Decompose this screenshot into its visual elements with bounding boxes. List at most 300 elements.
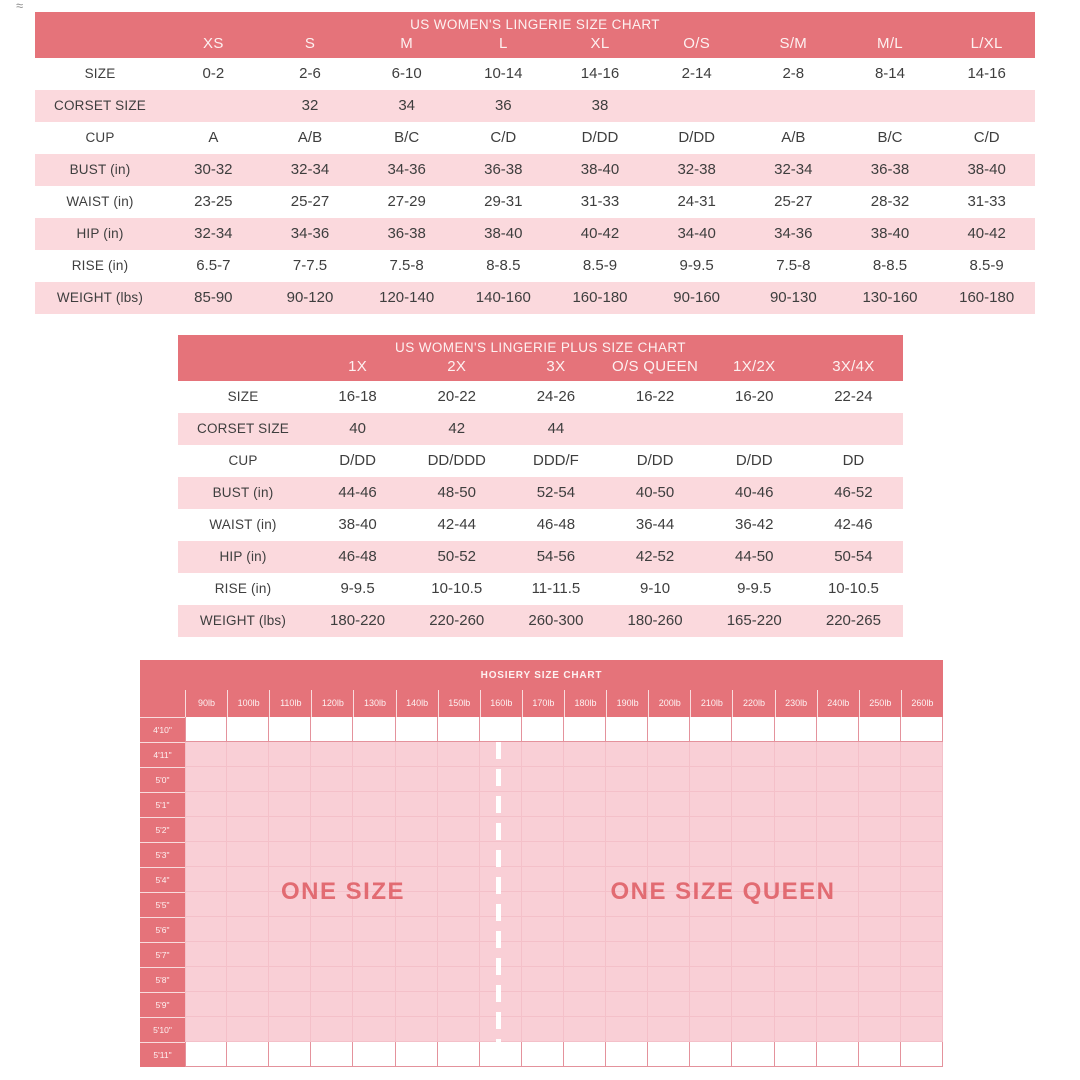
hosiery-cell <box>690 767 732 792</box>
hosiery-cell <box>690 792 732 817</box>
size-cell: 36 <box>494 97 512 114</box>
table-row <box>178 573 903 605</box>
hosiery-cell <box>564 1042 606 1067</box>
hosiery-cell <box>732 967 774 992</box>
size-cell: 9-9.5 <box>679 257 714 274</box>
hosiery-cell <box>269 1042 311 1067</box>
hosiery-cell <box>732 742 774 767</box>
hosiery-cell <box>269 917 311 942</box>
hosiery-cell <box>311 992 353 1017</box>
hosiery-cell <box>606 792 648 817</box>
size-cell: 25-27 <box>290 193 330 210</box>
hosiery-cell <box>775 967 817 992</box>
table-row <box>35 154 1035 186</box>
weight-column-header: 210lb <box>690 690 732 717</box>
hosiery-cell <box>775 842 817 867</box>
hosiery-cell <box>522 742 564 767</box>
row-label: SIZE <box>84 66 116 81</box>
size-cell: 6-10 <box>391 65 422 82</box>
hosiery-cell <box>564 742 606 767</box>
hosiery-cell <box>269 817 311 842</box>
hosiery-cell <box>775 767 817 792</box>
corner-mark: ≈ <box>16 0 24 13</box>
size-cell <box>745 90 842 122</box>
hosiery-cell <box>311 767 353 792</box>
size-cell: 32 <box>301 97 319 114</box>
hosiery-cell <box>311 1017 353 1042</box>
hosiery-cell <box>564 992 606 1017</box>
hosiery-cell <box>522 892 564 917</box>
size-region-divider <box>496 742 501 1042</box>
hosiery-cell <box>817 967 859 992</box>
size-cell: 180-260 <box>627 612 683 629</box>
size-column-header: O/S QUEEN <box>612 358 699 375</box>
hosiery-grid <box>140 717 943 1067</box>
row-label: WEIGHT (lbs) <box>56 290 144 305</box>
size-cell: 24-31 <box>677 193 716 210</box>
hosiery-cell <box>269 942 311 967</box>
hosiery-cell <box>353 742 395 767</box>
height-row-label: 5'1" <box>140 792 185 817</box>
row-label: CUP <box>85 130 115 145</box>
height-row-label: 5'0" <box>140 767 185 792</box>
hosiery-cell <box>901 992 943 1017</box>
hosiery-cell <box>522 1042 564 1067</box>
hosiery-cell <box>775 817 817 842</box>
hosiery-cell <box>353 1017 395 1042</box>
hosiery-cell <box>438 767 480 792</box>
weight-column-header: 90lb <box>185 690 227 717</box>
height-row-label: 5'11" <box>140 1042 185 1067</box>
hosiery-cell <box>564 792 606 817</box>
size-cell: 90-130 <box>769 289 817 306</box>
hosiery-cell <box>901 942 943 967</box>
hosiery-cell <box>311 717 353 742</box>
hosiery-cell <box>185 992 227 1017</box>
hosiery-cell <box>522 792 564 817</box>
hosiery-cell <box>732 767 774 792</box>
size-cell: 42 <box>448 420 466 437</box>
size-column-header: O/S <box>683 35 711 52</box>
hosiery-cell <box>606 1042 648 1067</box>
one-size-queen-label: ONE SIZE QUEEN <box>610 878 836 905</box>
hosiery-cell <box>817 717 859 742</box>
hosiery-cell <box>690 992 732 1017</box>
size-cell: D/DD <box>581 129 619 146</box>
size-cell: C/D <box>490 129 517 146</box>
hosiery-cell <box>396 767 438 792</box>
size-cell: DD <box>842 452 865 469</box>
hosiery-cell <box>901 817 943 842</box>
size-cell: B/C <box>877 129 903 146</box>
hosiery-cell <box>227 917 269 942</box>
height-row-label: 5'8" <box>140 967 185 992</box>
hosiery-cell <box>227 742 269 767</box>
size-cell: 16-22 <box>635 388 675 405</box>
hosiery-cell <box>606 742 648 767</box>
size-cell: 30-32 <box>194 161 233 178</box>
hosiery-cell <box>269 992 311 1017</box>
hosiery-cell <box>690 717 732 742</box>
size-cell: 220-265 <box>825 612 881 629</box>
hosiery-cell <box>185 817 227 842</box>
hosiery-cell <box>648 742 690 767</box>
size-cell: 90-120 <box>286 289 334 306</box>
size-cell: 7-7.5 <box>292 257 328 274</box>
hosiery-row <box>140 767 943 792</box>
hosiery-cell <box>438 892 480 917</box>
hosiery-cell <box>859 942 901 967</box>
hosiery-cell <box>606 917 648 942</box>
size-cell: 20-22 <box>437 388 476 405</box>
size-cell: D/DD <box>339 452 376 469</box>
weight-column-header: 230lb <box>775 690 817 717</box>
hosiery-cell <box>438 717 480 742</box>
size-cell: 160-180 <box>572 289 628 306</box>
hosiery-cell <box>353 717 395 742</box>
hosiery-cell <box>185 892 227 917</box>
size-cell: 220-260 <box>429 612 485 629</box>
size-cell: C/D <box>973 129 1000 146</box>
hosiery-row <box>140 1042 943 1067</box>
hosiery-cell <box>185 767 227 792</box>
weight-column-header: 170lb <box>522 690 564 717</box>
hosiery-cell <box>269 792 311 817</box>
table-row <box>35 282 1035 314</box>
size-cell: 8.5-9 <box>969 257 1004 274</box>
size-cell: 48-50 <box>437 484 476 501</box>
hosiery-cell <box>775 742 817 767</box>
weight-column-header: 130lb <box>353 690 395 717</box>
size-cell: 22-24 <box>834 388 873 405</box>
hosiery-cell <box>606 767 648 792</box>
row-label: SIZE <box>227 389 259 404</box>
hosiery-cell <box>564 842 606 867</box>
hosiery-cell <box>648 1042 690 1067</box>
hosiery-cell <box>353 967 395 992</box>
hosiery-cell <box>775 917 817 942</box>
size-column-header: L <box>498 35 508 52</box>
size-cell: 34-36 <box>774 225 813 242</box>
chart-title: US WOMEN'S LINGERIE SIZE CHART <box>410 17 660 32</box>
hosiery-cell <box>396 717 438 742</box>
hosiery-cell <box>606 967 648 992</box>
weight-column-header: 220lb <box>732 690 774 717</box>
hosiery-cell <box>522 1017 564 1042</box>
size-cell: 36-42 <box>735 516 774 533</box>
hosiery-cell <box>817 1042 859 1067</box>
size-cell: 11-11.5 <box>531 580 581 597</box>
hosiery-cell <box>396 967 438 992</box>
hosiery-cell <box>901 892 943 917</box>
table-row <box>35 186 1035 218</box>
size-cell: A <box>208 129 219 146</box>
hosiery-cell <box>817 742 859 767</box>
size-cell: 38-40 <box>338 516 377 533</box>
hosiery-cell <box>901 767 943 792</box>
hosiery-cell <box>775 792 817 817</box>
hosiery-cell <box>438 917 480 942</box>
hosiery-cell <box>396 792 438 817</box>
hosiery-cell <box>227 1042 269 1067</box>
size-cell: D/DD <box>735 452 773 469</box>
hosiery-cell <box>353 842 395 867</box>
size-cell: 8-8.5 <box>486 257 521 274</box>
size-cell: 38-40 <box>967 161 1006 178</box>
hosiery-row <box>140 742 943 767</box>
hosiery-cell <box>564 917 606 942</box>
hosiery-cell <box>480 717 522 742</box>
height-row-label: 5'4" <box>140 867 185 892</box>
hosiery-cell <box>227 1017 269 1042</box>
row-label: WEIGHT (lbs) <box>199 613 287 628</box>
hosiery-cell <box>353 817 395 842</box>
hosiery-cell <box>311 817 353 842</box>
size-cell: 40-50 <box>635 484 675 501</box>
hosiery-cell <box>396 942 438 967</box>
size-cell: 9-9.5 <box>340 580 375 597</box>
size-cell: DDD/F <box>532 452 579 469</box>
hosiery-cell <box>606 992 648 1017</box>
row-label: WAIST (in) <box>66 194 134 209</box>
hosiery-cell <box>901 967 943 992</box>
size-column-header: 2X <box>447 358 467 375</box>
chart-header <box>35 12 1035 58</box>
column-header-row <box>178 357 903 381</box>
size-cell: 34-36 <box>387 161 426 178</box>
weight-column-header: 180lb <box>564 690 606 717</box>
header-spacer <box>178 357 308 381</box>
size-cell: 36-38 <box>387 225 426 242</box>
height-row-label: 5'3" <box>140 842 185 867</box>
size-cell: 44-50 <box>735 548 774 565</box>
hosiery-cell <box>859 792 901 817</box>
weight-column-header: 120lb <box>311 690 353 717</box>
size-cell: 8-8.5 <box>872 257 908 274</box>
size-cell <box>648 90 745 122</box>
size-column-header: 1X <box>348 358 368 375</box>
hosiery-size-chart <box>140 660 943 1067</box>
hosiery-cell <box>227 942 269 967</box>
size-column-header: S/M <box>779 35 808 52</box>
hosiery-cell <box>859 917 901 942</box>
size-cell: 31-33 <box>580 193 620 210</box>
column-header-row <box>35 34 1035 58</box>
lingerie-size-chart <box>35 12 1035 314</box>
size-cell: 46-48 <box>536 516 576 533</box>
hosiery-cell <box>353 942 395 967</box>
hosiery-row <box>140 992 943 1017</box>
hosiery-cell <box>522 717 564 742</box>
hosiery-cell <box>901 917 943 942</box>
size-cell: 32-34 <box>194 225 233 242</box>
height-row-label: 5'5" <box>140 892 185 917</box>
hosiery-cell <box>690 742 732 767</box>
hosiery-cell <box>227 992 269 1017</box>
hosiery-cell <box>817 942 859 967</box>
hosiery-cell <box>859 967 901 992</box>
size-cell: 42-52 <box>635 548 675 565</box>
hosiery-cell <box>353 1042 395 1067</box>
size-cell: 42-46 <box>834 516 873 533</box>
weight-column-header: 240lb <box>817 690 859 717</box>
size-cell: B/C <box>394 129 420 146</box>
height-row-label: 4'11" <box>140 742 185 767</box>
hosiery-cell <box>396 1017 438 1042</box>
hosiery-cell <box>648 942 690 967</box>
hosiery-cell <box>438 742 480 767</box>
height-row-label: 5'7" <box>140 942 185 967</box>
size-cell: 44-46 <box>338 484 377 501</box>
hosiery-cell <box>269 742 311 767</box>
size-cell: 2-6 <box>299 65 321 82</box>
size-cell: 8-14 <box>874 65 905 82</box>
hosiery-cell <box>185 792 227 817</box>
hosiery-cell <box>564 892 606 917</box>
size-cell: 16-20 <box>735 388 774 405</box>
hosiery-cell <box>311 967 353 992</box>
hosiery-cell <box>690 842 732 867</box>
row-label: BUST (in) <box>69 162 131 177</box>
hosiery-row <box>140 1017 943 1042</box>
hosiery-cell <box>775 942 817 967</box>
hosiery-cell <box>311 742 353 767</box>
size-cell: 14-16 <box>580 65 620 82</box>
hosiery-cell <box>522 867 564 892</box>
size-cell <box>938 90 1035 122</box>
hosiery-cell <box>227 842 269 867</box>
size-cell <box>165 90 262 122</box>
size-cell: 38-40 <box>870 225 910 242</box>
hosiery-cell <box>311 917 353 942</box>
hosiery-row <box>140 942 943 967</box>
size-cell: 42-44 <box>437 516 476 533</box>
row-label: CUP <box>228 453 258 468</box>
hosiery-cell <box>732 842 774 867</box>
row-label: HIP (in) <box>219 549 267 564</box>
size-cell: 50-54 <box>834 548 873 565</box>
weight-column-header: 140lb <box>396 690 438 717</box>
hosiery-cell <box>522 817 564 842</box>
size-cell: 28-32 <box>870 193 910 210</box>
hosiery-cell <box>775 992 817 1017</box>
hosiery-cell <box>227 867 269 892</box>
size-cell: 29-31 <box>484 193 523 210</box>
hosiery-cell <box>859 1017 901 1042</box>
size-cell: 34 <box>398 97 415 114</box>
hosiery-cell <box>859 1042 901 1067</box>
one-size-label: ONE SIZE <box>280 878 406 905</box>
hosiery-cell <box>901 717 943 742</box>
size-cell: 38 <box>591 97 609 114</box>
table-row <box>35 58 1035 90</box>
hosiery-cell <box>438 867 480 892</box>
hosiery-cell <box>732 817 774 842</box>
hosiery-cell <box>690 817 732 842</box>
hosiery-cell <box>564 1017 606 1042</box>
size-cell: 2-14 <box>681 65 712 82</box>
hosiery-cell <box>522 842 564 867</box>
size-column-header: S <box>304 35 316 52</box>
hosiery-cell <box>269 842 311 867</box>
table-row <box>35 218 1035 250</box>
weight-header-row <box>140 690 943 717</box>
size-cell: 36-38 <box>870 161 910 178</box>
size-cell: 38-40 <box>484 225 523 242</box>
hosiery-cell <box>732 1017 774 1042</box>
height-row-label: 5'10" <box>140 1017 185 1042</box>
hosiery-cell <box>817 842 859 867</box>
hosiery-cell <box>185 842 227 867</box>
size-cell: 52-54 <box>536 484 576 501</box>
hosiery-cell <box>817 817 859 842</box>
size-cell: 34-36 <box>290 225 330 242</box>
size-cell: 34-40 <box>677 225 716 242</box>
size-cell: 7.5-8 <box>776 257 811 274</box>
size-cell: 50-52 <box>437 548 476 565</box>
hosiery-cell <box>396 842 438 867</box>
hosiery-cell <box>353 992 395 1017</box>
hosiery-cell <box>269 767 311 792</box>
size-cell: 165-220 <box>726 612 782 629</box>
weight-column-header: 150lb <box>438 690 480 717</box>
size-cell: 40-46 <box>735 484 774 501</box>
hosiery-cell <box>185 942 227 967</box>
table-row <box>35 90 1035 122</box>
size-column-header: XL <box>590 35 610 52</box>
hosiery-cell <box>564 867 606 892</box>
table-row <box>178 381 903 413</box>
hosiery-cell <box>396 917 438 942</box>
size-cell: A/B <box>781 129 806 146</box>
hosiery-cell <box>564 717 606 742</box>
hosiery-cell <box>522 967 564 992</box>
size-cell: 16-18 <box>338 388 377 405</box>
height-row-label: 5'6" <box>140 917 185 942</box>
hosiery-cell <box>732 717 774 742</box>
size-cell: 14-16 <box>967 65 1006 82</box>
hosiery-cell <box>438 967 480 992</box>
hosiery-cell <box>438 817 480 842</box>
size-column-header: M/L <box>877 35 903 52</box>
weight-column-header: 110lb <box>269 690 311 717</box>
hosiery-cell <box>648 917 690 942</box>
hosiery-cell <box>732 942 774 967</box>
hosiery-cell <box>732 792 774 817</box>
size-cell: 6.5-7 <box>196 257 231 274</box>
hosiery-cell <box>859 842 901 867</box>
hosiery-cell <box>269 717 311 742</box>
hosiery-cell <box>606 1017 648 1042</box>
hosiery-cell <box>859 717 901 742</box>
hosiery-cell <box>817 792 859 817</box>
table-row <box>35 250 1035 282</box>
row-label: RISE (in) <box>214 581 272 596</box>
hosiery-cell <box>901 742 943 767</box>
hosiery-cell <box>438 1042 480 1067</box>
size-cell: 44 <box>547 420 565 437</box>
hosiery-cell <box>311 1042 353 1067</box>
hosiery-cell <box>859 992 901 1017</box>
size-cell <box>705 413 804 445</box>
hosiery-cell <box>690 967 732 992</box>
size-cell: 180-220 <box>330 612 386 629</box>
hosiery-cell <box>438 992 480 1017</box>
hosiery-cell <box>817 917 859 942</box>
size-cell: 160-180 <box>959 289 1015 306</box>
hosiery-cell <box>227 767 269 792</box>
hosiery-cell <box>817 767 859 792</box>
